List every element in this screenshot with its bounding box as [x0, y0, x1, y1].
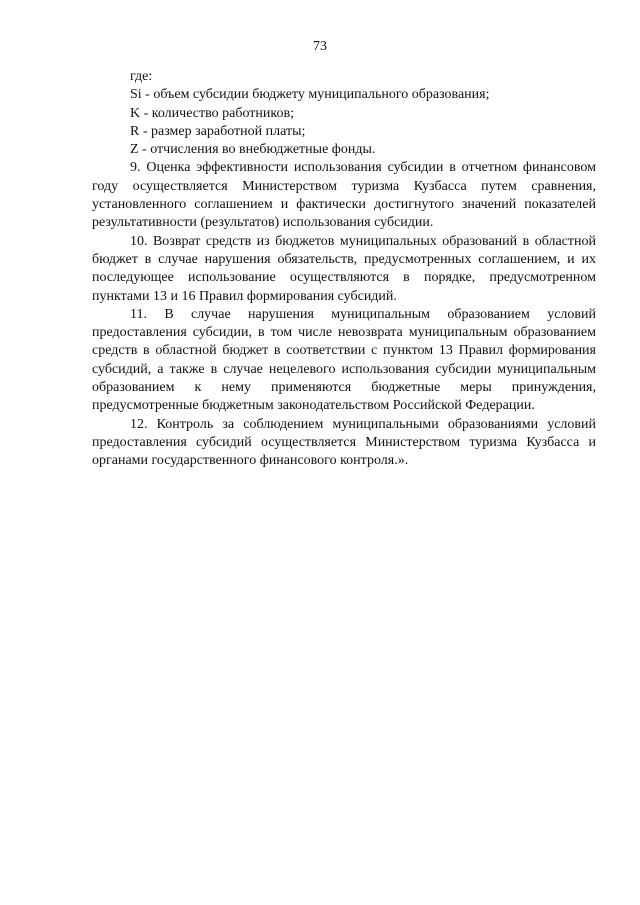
paragraph-11: 11. В случае нарушения муниципальным образованием условий предоставления субсидии, в том числе невозврата муниципальным образованием средств в областной бюджет в соответствии с пунктом 13 Правил формирования субсидий, а также в случае нецелевого использования субсидии муниципальным образованием к нему применяются бюджетные меры принуждения, предусмотренные бюджетным законодательством Российской Федерации. — [92, 306, 596, 414]
definition-si: Si - объем субсидии бюджету муниципального образования; — [130, 87, 490, 103]
paragraph-12: 12. Контроль за соблюдением муниципальными образованиями условий предоставления субсидий осуществляется Министерством туризма Кузбасса и органами государственного финансового контроля.». — [92, 416, 596, 469]
paragraph-9: 9. Оценка эффективности использования субсидии в отчетном финансовом году осуществляется Министерством туризма Кузбасса путем сравнения, установленного соглашением и фактически достигнутого значений показателей результативности (результатов) использования субсидии. — [92, 160, 596, 231]
paragraph-10: 10. Возврат средств из бюджетов муниципальных образований в областной бюджет в случае нарушения обязательств, предусмотренных соглашением, и их последующее использование осуществляются в порядке, предусмотренном пунктами 13 и 16 Правил формирования субсидий. — [92, 233, 596, 304]
definition-r: R - размер заработной платы; — [130, 123, 306, 139]
page-number: 73 — [313, 39, 327, 54]
definition-k: K - количество работников; — [130, 105, 294, 121]
definition-z: Z - отчисления во внебюджетные фонды. — [130, 142, 376, 158]
definition-intro: где: — [130, 69, 153, 84]
document-body — [92, 68, 596, 471]
